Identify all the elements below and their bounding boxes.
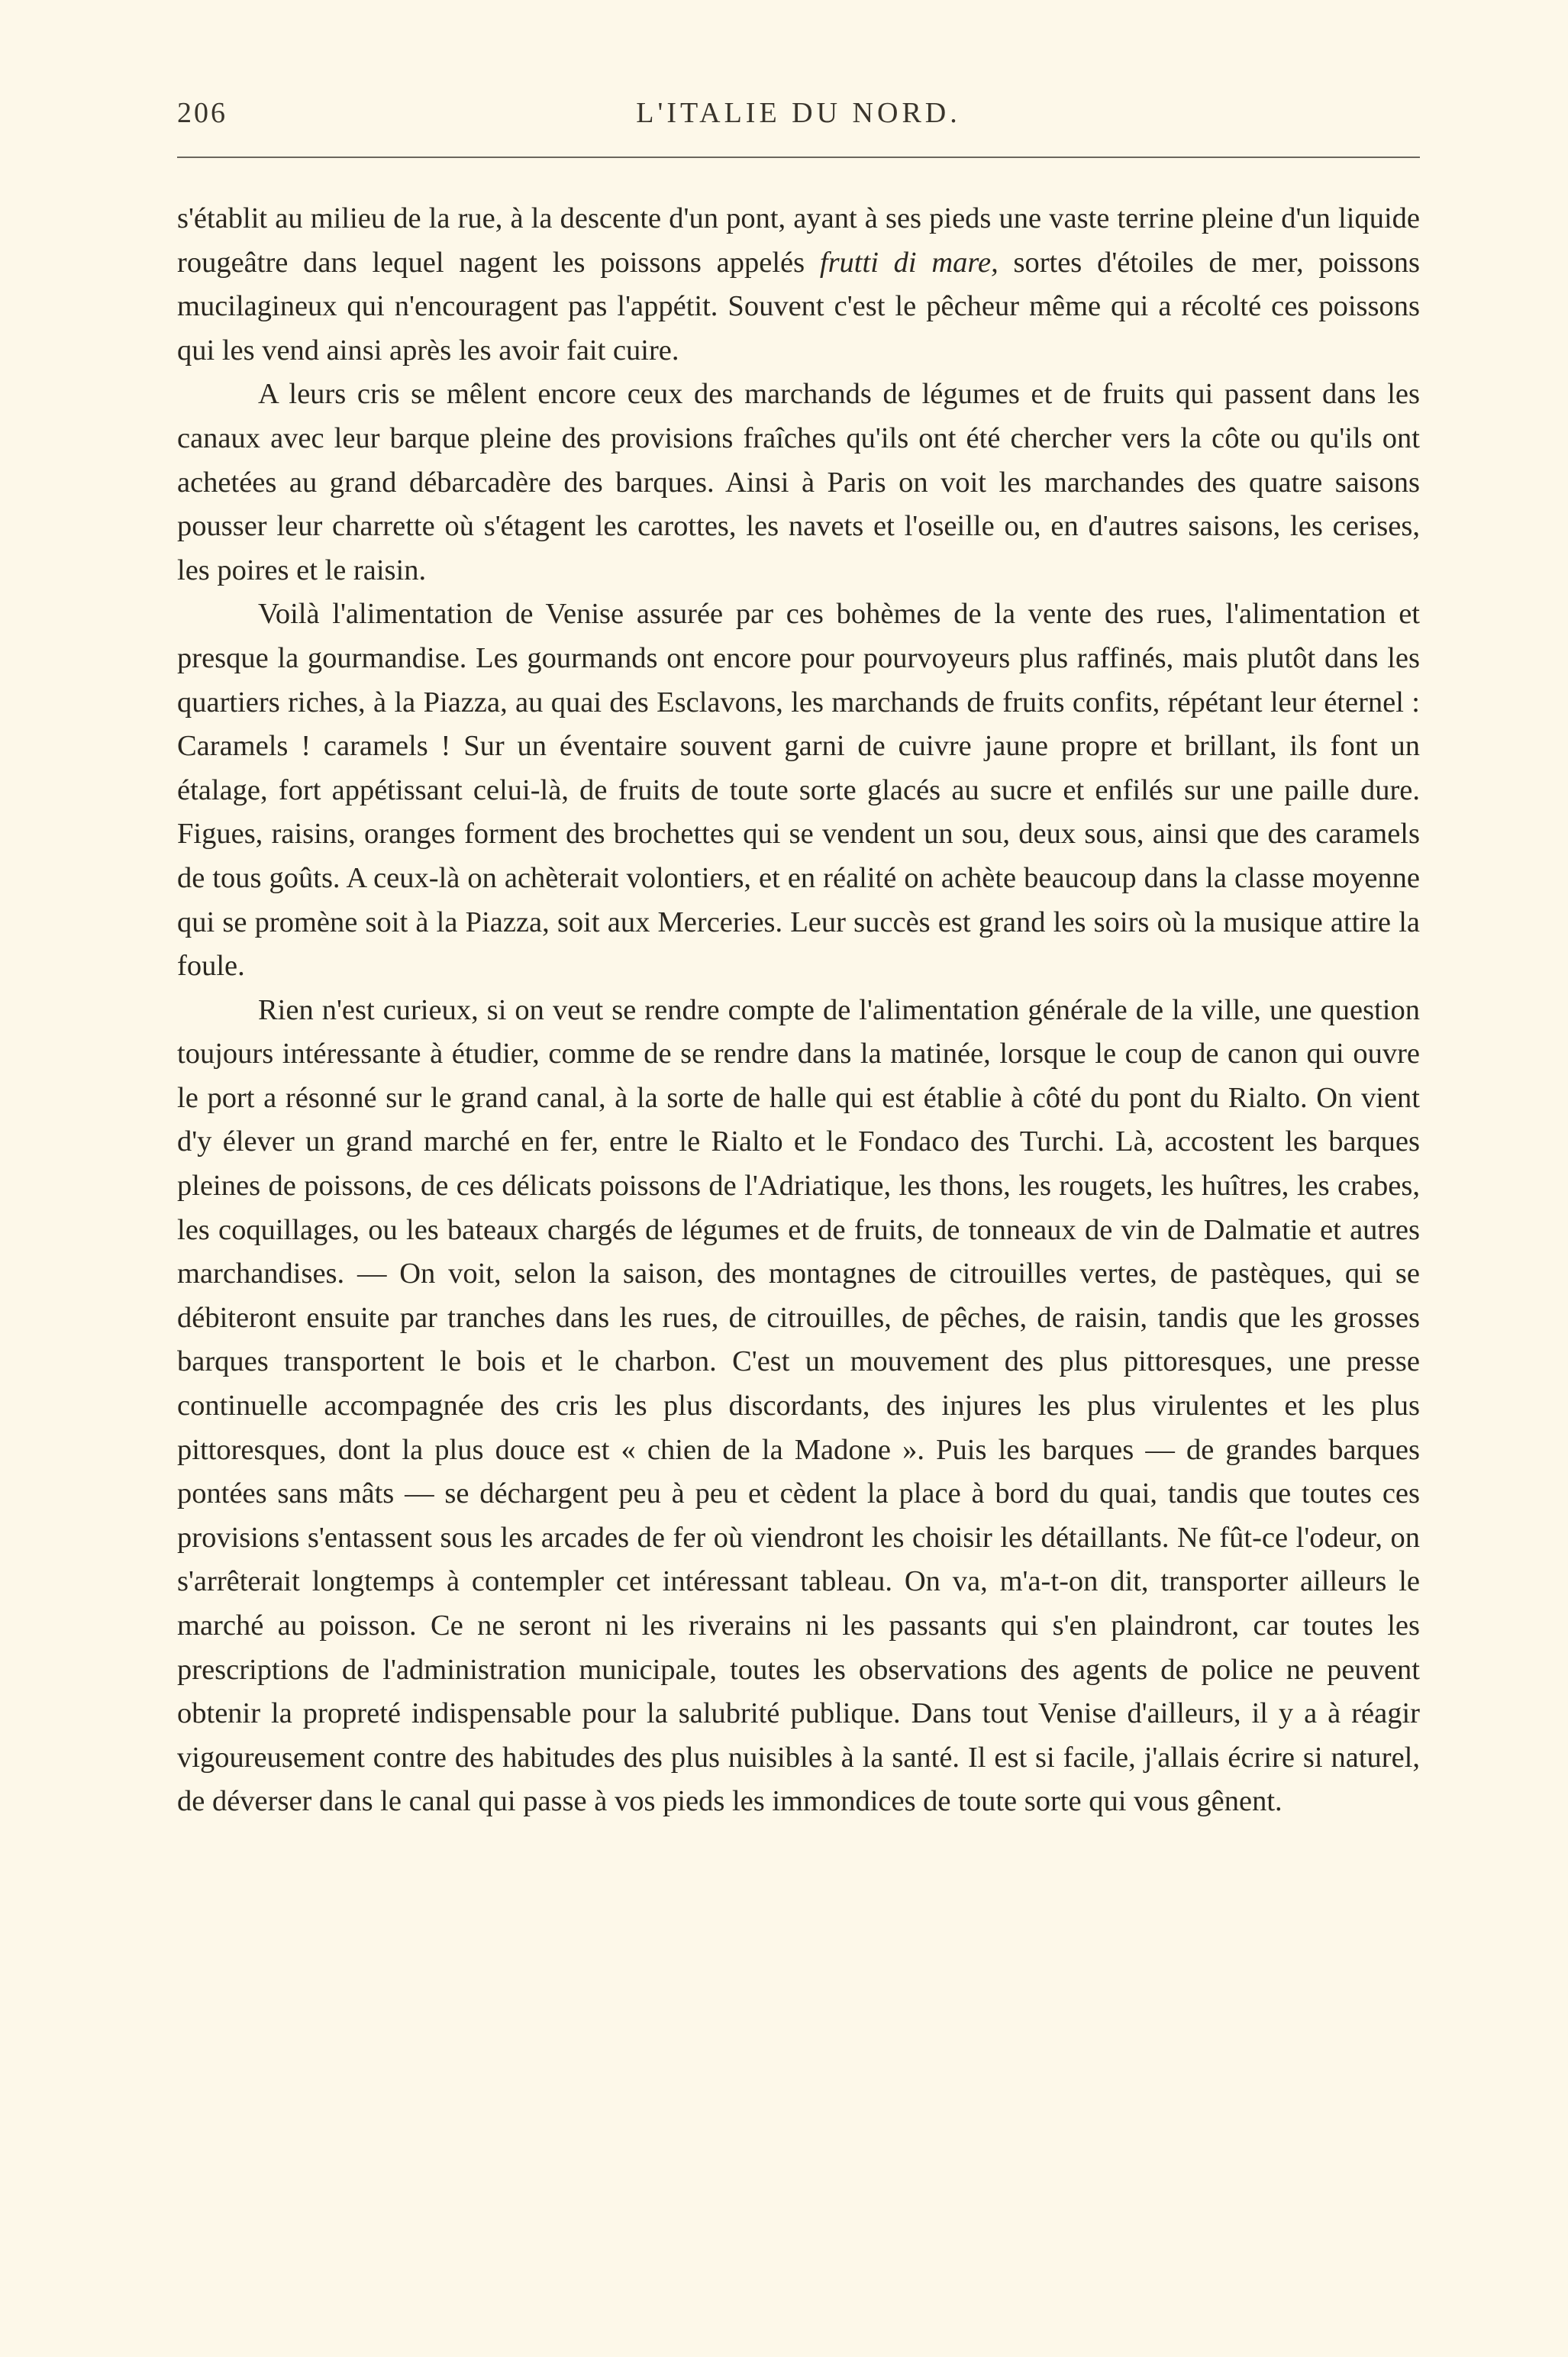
paragraph-1-text-b: sortes d'étoiles de mer, poissons mucilagineux qui n'encouragent pas l'appétit. Souvent c'est le pêcheur même qui a récolté ces poissons qui les vend ainsi après les avoir fait cuire.	[177, 246, 1420, 366]
paragraph-3: Voilà l'alimentation de Venise assurée par ces bohèmes de la vente des rues, l'alimentation et presque la gourmandise. Les gourmands ont encore pour pourvoyeurs plus raffinés, mais plutôt dans les quartiers riches, à la Piazza, au quai des Esclavons, les marchands de fruits confits, répétant leur éternel : Caramels ! caramels ! Sur un éventaire souvent garni de cuivre jaune propre et brillant, ils font un étalage, fort appétissant celui-là, de fruits de toute sorte glacés au sucre et enfilés sur une paille dure. Figues, raisins, oranges forment des brochettes qui se vendent un sou, deux sous, ainsi que des caramels de tous goûts. A ceux-là on achèterait volontiers, et en réalité on achète beaucoup dans la classe moyenne qui se promène soit à la Piazza, soit aux Merceries. Leur succès est grand les soirs où la musique attire la foule.	[177, 598, 1420, 983]
paragraph-1-italic: frutti di mare,	[819, 246, 999, 279]
running-title: L'ITALIE DU NORD.	[636, 97, 961, 129]
paragraph-1	[177, 197, 1420, 373]
page-number: 206	[177, 97, 227, 129]
body-text	[177, 197, 1420, 1824]
header-rule	[177, 157, 1420, 158]
paragraph-1-text-a: s'établit au milieu de la rue, à la descente d'un pont, ayant à ses pieds une vaste terrine pleine d'un liquide rougeâtre dans lequel nagent les poissons appelés	[177, 202, 1420, 279]
paragraph-4: Rien n'est curieux, si on veut se rendre compte de l'alimentation générale de la ville, une question toujours intéressante à étudier, comme de se rendre dans la matinée, lorsque le coup de canon qui ouvre le port a résonné sur le grand canal, à la sorte de halle qui est établie à côté du pont du Rialto. On vient d'y élever un grand marché en fer, entre le Rialto et le Fondaco des Turchi. Là, accostent les barques pleines de poissons, de ces délicats poissons de l'Adriatique, les thons, les rougets, les huîtres, les crabes, les coquillages, ou les bateaux chargés de légumes et de fruits, de tonneaux de vin de Dalmatie et autres marchandises. — On voit, selon la saison, des montagnes de citrouilles vertes, de pastèques, qui se débiteront ensuite par tranches dans les rues, de citrouilles, de pêches, de raisin, tandis que les grosses barques transportent le bois et le charbon. C'est un mouvement des plus pittoresques, une presse continuelle accompagnée des cris les plus discordants, des injures les plus virulentes et les plus pittoresques, dont la plus douce est « chien de la Madone ». Puis les barques — de grandes barques pontées sans mâts — se déchargent peu à peu et cèdent la place à bord du quai, tandis que toutes ces provisions s'entassent sous les arcades de fer où viendront les choisir les détaillants. Ne fût-ce l'odeur, on s'arrêterait longtemps à contempler cet intéressant tableau. On va, m'a-t-on dit, transporter ailleurs le marché au poisson. Ce ne seront ni les riverains ni les passants qui s'en plaindront, car toutes les prescriptions de l'administration municipale, toutes les observations des agents de police ne peuvent obtenir la propreté indispensable pour la salubrité publique. Dans tout Venise d'ailleurs, il y a à réagir vigoureusement contre des habitudes des plus nuisibles à la santé. Il est si facile, j'allais écrire si naturel, de déverser dans le canal qui passe à vos pieds les immondices de toute sorte qui vous gênent.	[177, 993, 1420, 1818]
running-head	[177, 90, 1420, 136]
paragraph-2: A leurs cris se mêlent encore ceux des marchands de légumes et de fruits qui passent dans les canaux avec leur barque pleine des provisions fraîches qu'ils ont été chercher vers la côte ou qu'ils ont achetées au grand débarcadère des barques. Ainsi à Paris on voit les marchandes des quatre saisons pousser leur charrette où s'étagent les carottes, les navets et l'oseille ou, en d'autres saisons, les cerises, les poires et le raisin.	[177, 378, 1420, 586]
